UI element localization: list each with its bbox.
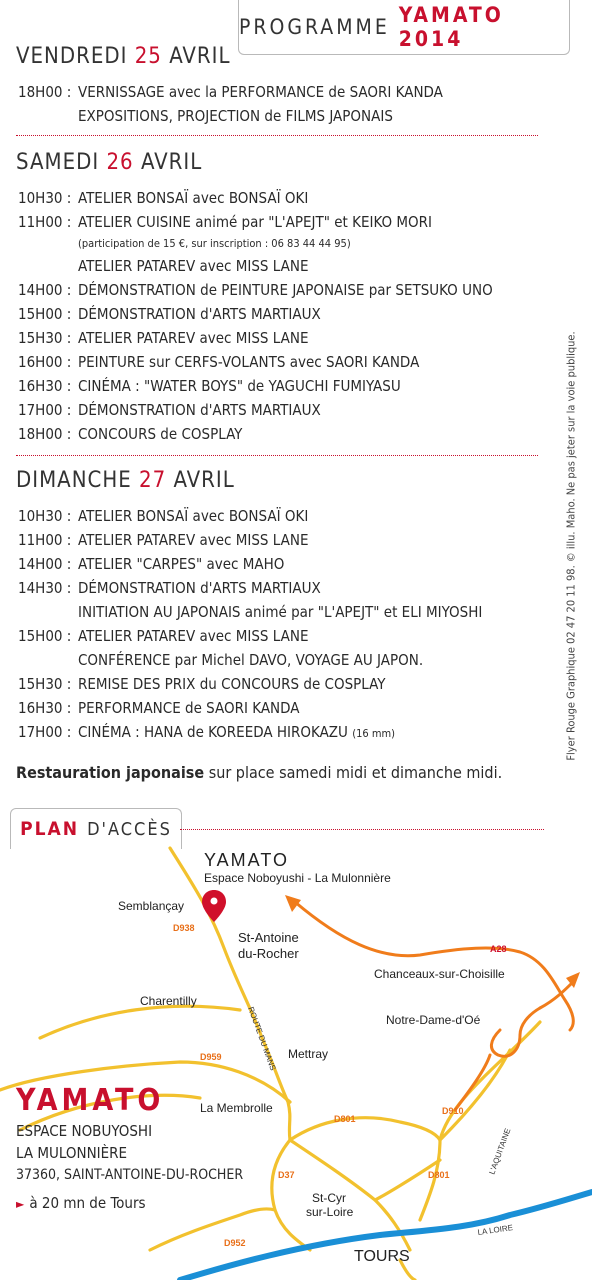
map-venue-title: YAMATO	[204, 850, 290, 870]
list-item: 15H00 : ATELIER PATAREV avec MISS LANE	[18, 627, 309, 645]
road-label-a28: A28	[490, 944, 507, 954]
road-label-route-du-mans: ROUTE DU MANS	[246, 1005, 278, 1072]
list-item: 15H00 : DÉMONSTRATION d'ARTS MARTIAUX	[18, 305, 321, 323]
road-label-d952: D952	[224, 1238, 246, 1248]
map-venue-subtitle: Espace Noboyushi - La Mulonnière	[204, 871, 391, 885]
road-a28-branch	[455, 1055, 490, 1110]
road-label-d801-a: D801	[334, 1114, 356, 1124]
road-label-d801-b: D801	[428, 1170, 450, 1180]
list-item: 10H30 : ATELIER BONSAÏ avec BONSAÏ OKI	[18, 507, 309, 525]
divider	[16, 455, 538, 456]
river-label-loire: LA LOIRE	[477, 1223, 514, 1237]
list-item: 15H30 : REMISE DES PRIX du CONCOURS de COSPLAY	[18, 675, 386, 693]
list-item: 17H00 : CINÉMA : HANA de KOREEDA HIROKAZU (16 mm)	[18, 723, 395, 741]
programme-header	[238, 0, 570, 55]
programme-title: PROGRAMME	[239, 15, 390, 39]
day-title-vendredi: VENDREDI 25 AVRIL	[16, 44, 231, 69]
divider	[180, 829, 544, 830]
list-item: 14H00 : DÉMONSTRATION de PEINTURE JAPONAISE par SETSUKO UNO	[18, 281, 493, 299]
list-item: 17H00 : DÉMONSTRATION d'ARTS MARTIAUX	[18, 401, 321, 419]
restauration-note: Restauration japonaise sur place samedi midi et dimanche midi.	[16, 763, 503, 782]
map-place-st-antoine-2: du-Rocher	[238, 946, 299, 961]
road-d801-south	[420, 1140, 440, 1220]
list-item: EXPOSITIONS, PROJECTION de FILMS JAPONAIS	[78, 107, 393, 125]
side-credit: Flyer Rouge Graphique 02 47 20 11 98. © illu. Maho. Ne pas jeter sur la voie publique.	[564, 331, 578, 761]
list-item: 11H00 : ATELIER CUISINE animé par "L'APEJT" et KEIKO MORI	[18, 213, 433, 231]
arrow-right-icon: ►	[16, 1197, 25, 1211]
divider	[16, 135, 538, 136]
map-place-semblancay: Semblançay	[118, 899, 185, 913]
list-item: 16H30 : CINÉMA : "WATER BOYS" de YAGUCHI FUMIYASU	[18, 377, 401, 395]
road-label-d938: D938	[173, 923, 195, 933]
list-item: ATELIER PATAREV avec MISS LANE	[78, 257, 309, 275]
list-item: 11H00 : ATELIER PATAREV avec MISS LANE	[18, 531, 309, 549]
list-item: 15H30 : ATELIER PATAREV avec MISS LANE	[18, 329, 309, 347]
road-label-d37: D37	[278, 1170, 295, 1180]
river-loire	[180, 1192, 592, 1280]
map-place-tours: TOURS	[354, 1248, 410, 1265]
road-a28-loop	[491, 1008, 540, 1056]
list-item: 16H30 : PERFORMANCE de SAORI KANDA	[18, 699, 300, 717]
map-place-la-membrolle: La Membrolle	[200, 1101, 273, 1115]
map-place-chanceaux: Chanceaux-sur-Choisille	[374, 967, 505, 981]
road-label-aquitaine: L'AQUITAINE	[487, 1127, 513, 1176]
location-pin-icon	[202, 890, 226, 922]
day-title-dimanche: DIMANCHE 27 AVRIL	[16, 468, 235, 493]
road-label-d910: D910	[442, 1106, 464, 1116]
venue-title: YAMATO	[16, 1083, 165, 1118]
address-line-1: ESPACE NOBUYOSHI	[16, 1122, 153, 1140]
list-item: 18H00 : CONCOURS de COSPLAY	[18, 425, 243, 443]
road-charentilly	[40, 1006, 240, 1038]
list-item: 14H30 : DÉMONSTRATION d'ARTS MARTIAUX	[18, 579, 321, 597]
road-label-d959: D959	[200, 1052, 222, 1062]
programme-year: YAMATO 2014	[398, 3, 504, 51]
list-item: 10H30 : ATELIER BONSAÏ avec BONSAÏ OKI	[18, 189, 309, 207]
map-place-st-cyr-1: St-Cyr	[312, 1191, 346, 1205]
map-place-charentilly: Charentilly	[140, 994, 197, 1008]
distance-note: ► à 20 mn de Tours	[16, 1194, 146, 1212]
road-d801-north	[290, 1118, 440, 1140]
road-a28-east	[540, 980, 575, 1008]
map-place-st-antoine-1: St-Antoine	[238, 930, 299, 945]
road-d952	[150, 1209, 275, 1250]
map-place-mettray: Mettray	[288, 1047, 329, 1061]
address-line-3: 37360, SAINT-ANTOINE-DU-ROCHER	[16, 1167, 244, 1183]
list-item: 18H00 : VERNISSAGE avec la PERFORMANCE de SAORI KANDA	[18, 83, 443, 101]
plan-title: PLAN D'ACCÈS	[10, 808, 182, 849]
list-item: 14H00 : ATELIER "CARPES" avec MAHO	[18, 555, 285, 573]
map-place-st-cyr-2: sur-Loire	[306, 1205, 354, 1219]
day-title-samedi: SAMEDI 26 AVRIL	[16, 150, 203, 175]
road-d37	[272, 1140, 310, 1250]
map-place-notre-dame: Notre-Dame-d'Oé	[386, 1013, 481, 1027]
address-line-2: LA MULONNIÈRE	[16, 1144, 128, 1162]
list-item: INITIATION AU JAPONAIS animé par "L'APEJT" et ELI MIYOSHI	[78, 603, 483, 621]
road-a28	[295, 902, 573, 1030]
list-item: CONFÉRENCE par Michel DAVO, VOYAGE AU JAPON.	[78, 651, 424, 669]
list-item-note: (participation de 15 €, sur inscription : 06 83 44 44 95)	[78, 237, 351, 250]
access-map	[0, 840, 592, 1280]
list-item: 16H00 : PEINTURE sur CERFS-VOLANTS avec SAORI KANDA	[18, 353, 420, 371]
